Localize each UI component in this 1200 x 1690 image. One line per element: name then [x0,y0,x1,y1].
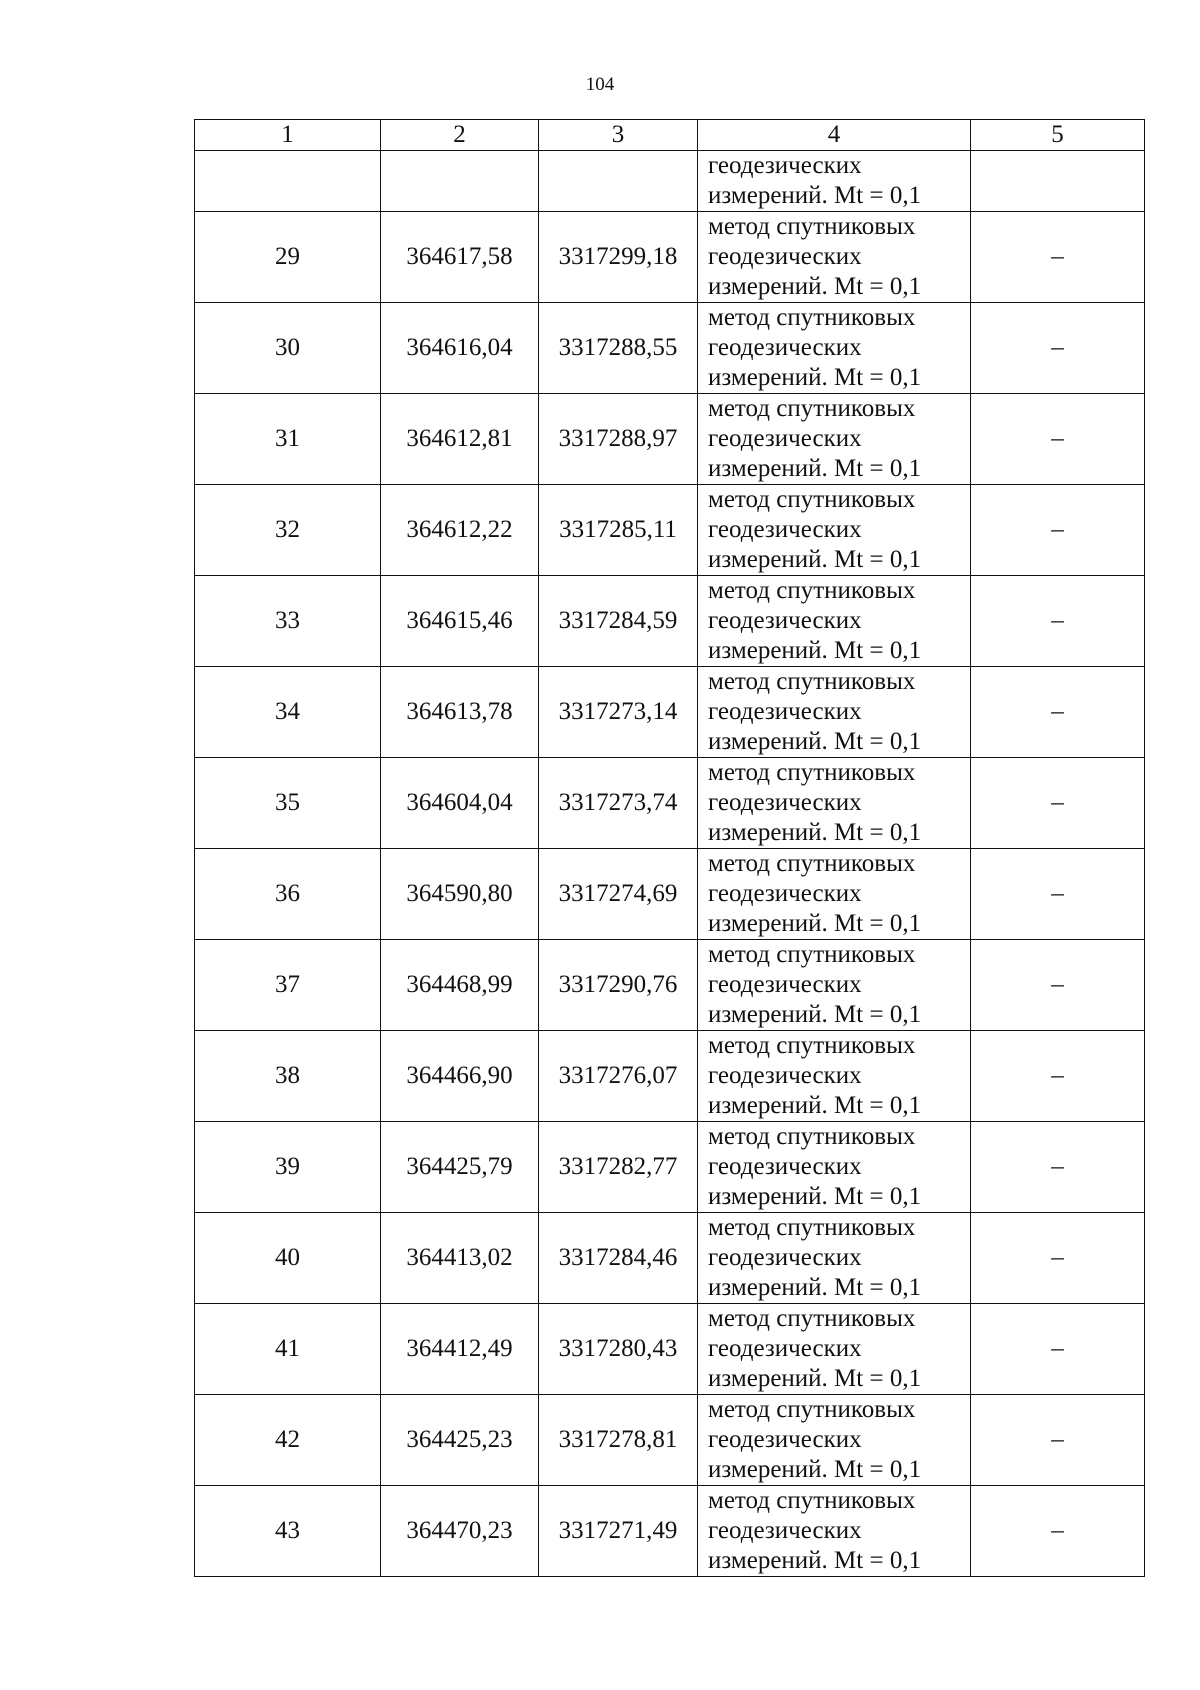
cell-method [698,849,971,940]
cell-x: 364413,02 [381,1213,539,1304]
method-line: измерений. Mt = 0,1 [708,1092,922,1119]
method-line: измерений. Mt = 0,1 [708,1274,922,1301]
cell-note: – [971,1304,1145,1395]
cell-note: – [971,576,1145,667]
cell-point: 30 [195,303,381,394]
method-line: геодезических [708,1426,862,1453]
cell-y: 3317299,18 [539,212,698,303]
method-line: измерений. Mt = 0,1 [708,1183,922,1210]
method-line: метод спутниковых [708,1305,916,1332]
cell-method [698,667,971,758]
cell-note: – [971,758,1145,849]
method-line: метод спутниковых [708,1487,916,1514]
cell-method [698,485,971,576]
cell-y: 3317282,77 [539,1122,698,1213]
coordinates-table [194,119,1145,1577]
method-line: измерений. Mt = 0,1 [708,273,922,300]
cell-y: 3317288,97 [539,394,698,485]
method-line: метод спутниковых [708,759,916,786]
method-line: геодезических [708,334,862,361]
method-line: измерений. Mt = 0,1 [708,910,922,937]
method-line: геодезических [708,516,862,543]
cell-method [698,1213,971,1304]
method-line: геодезических [708,607,862,634]
cell-x: 364425,23 [381,1395,539,1486]
cell-y: 3317284,46 [539,1213,698,1304]
cell-note: – [971,849,1145,940]
continuation-row [195,151,1145,212]
cell-method [698,303,971,394]
table-row [195,212,1145,303]
cell-y: 3317273,74 [539,758,698,849]
header-row [195,120,1145,151]
method-line: метод спутниковых [708,395,916,422]
method-line: метод спутниковых [708,304,916,331]
cell-x: 364470,23 [381,1486,539,1577]
cell-note: – [971,1031,1145,1122]
cell-y: 3317288,55 [539,303,698,394]
method-line: геодезических [708,971,862,998]
method-line: измерений. Mt = 0,1 [708,1001,922,1028]
cell-point: 43 [195,1486,381,1577]
cell-method [698,1122,971,1213]
cell-method [698,212,971,303]
cell-y: 3317274,69 [539,849,698,940]
method-line: метод спутниковых [708,213,916,240]
cell-y: 3317290,76 [539,940,698,1031]
method-line: метод спутниковых [708,1123,916,1150]
cell-point: 31 [195,394,381,485]
table-row [195,1213,1145,1304]
cell-note: – [971,1213,1145,1304]
method-line: геодезических [708,1335,862,1362]
table-row [195,849,1145,940]
cell-x: 364604,04 [381,758,539,849]
method-line: геодезических [708,1244,862,1271]
method-line: метод спутниковых [708,850,916,877]
method-line: геодезических [708,698,862,725]
cell-x: 364612,81 [381,394,539,485]
method-line: метод спутниковых [708,668,916,695]
method-line: измерений. Mt = 0,1 [708,1365,922,1392]
cell-note: – [971,940,1145,1031]
cell-note: – [971,303,1145,394]
cell-point: 32 [195,485,381,576]
cell-note: – [971,1486,1145,1577]
method-line: измерений. Mt = 0,1 [708,1547,922,1574]
method-line: измерений. Mt = 0,1 [708,1456,922,1483]
table-row [195,485,1145,576]
cell-point: 36 [195,849,381,940]
table-row [195,303,1145,394]
method-line: метод спутниковых [708,941,916,968]
cell-method [698,1304,971,1395]
method-line: геодезических [708,1153,862,1180]
cell-point: 33 [195,576,381,667]
cell-y [539,151,698,212]
cell-note [971,151,1145,212]
method-line: геодезических [708,880,862,907]
table-header [195,120,1145,151]
method-line: геодезических [708,789,862,816]
cell-point: 39 [195,1122,381,1213]
cell-method [698,1031,971,1122]
method-line: измерений. Mt = 0,1 [708,819,922,846]
cell-method [698,940,971,1031]
cell-note: – [971,212,1145,303]
cell-point: 35 [195,758,381,849]
cell-method [698,1395,971,1486]
cell-x: 364617,58 [381,212,539,303]
table-row [195,394,1145,485]
cell-note: – [971,667,1145,758]
cell-point: 38 [195,1031,381,1122]
method-line: геодезических [708,1517,862,1544]
cell-x: 364616,04 [381,303,539,394]
method-line: метод спутниковых [708,1214,916,1241]
page-number: 104 [585,74,615,95]
cell-point: 29 [195,212,381,303]
header-col-1: 1 [195,120,381,151]
cell-y: 3317280,43 [539,1304,698,1395]
cell-x [381,151,539,212]
cell-y: 3317284,59 [539,576,698,667]
method-line: измерений. Mt = 0,1 [708,455,922,482]
method-line: метод спутниковых [708,577,916,604]
cell-x: 364615,46 [381,576,539,667]
header-col-2: 2 [381,120,539,151]
cell-x: 364613,78 [381,667,539,758]
header-col-4: 4 [698,120,971,151]
cell-y: 3317273,14 [539,667,698,758]
method-line: геодезических [708,243,862,270]
cell-point [195,151,381,212]
table-row [195,758,1145,849]
method-line: метод спутниковых [708,1032,916,1059]
cell-x: 364612,22 [381,485,539,576]
method-line: измерений. Mt = 0,1 [708,728,922,755]
cell-y: 3317271,49 [539,1486,698,1577]
method-line: измерений. Mt = 0,1 [708,637,922,664]
cell-note: – [971,394,1145,485]
cell-method [698,394,971,485]
cell-note: – [971,485,1145,576]
header-col-5: 5 [971,120,1145,151]
table-row [195,1031,1145,1122]
table-row [195,1395,1145,1486]
cell-point: 42 [195,1395,381,1486]
method-line: измерений. Mt = 0,1 [708,182,922,209]
cell-note: – [971,1122,1145,1213]
method-line: метод спутниковых [708,1396,916,1423]
cell-method [698,1486,971,1577]
method-line: метод спутниковых [708,486,916,513]
cell-point: 34 [195,667,381,758]
table-row [195,667,1145,758]
method-line: геодезических [708,1062,862,1089]
method-line: геодезических [708,152,862,179]
cell-point: 37 [195,940,381,1031]
header-col-3: 3 [539,120,698,151]
cell-method [698,576,971,667]
table-row [195,1122,1145,1213]
method-line: измерений. Mt = 0,1 [708,364,922,391]
table-row [195,1486,1145,1577]
cell-x: 364412,49 [381,1304,539,1395]
table-body [195,151,1145,1577]
cell-y: 3317278,81 [539,1395,698,1486]
table-row [195,1304,1145,1395]
cell-x: 364590,80 [381,849,539,940]
cell-method [698,151,971,212]
cell-x: 364466,90 [381,1031,539,1122]
method-line: измерений. Mt = 0,1 [708,546,922,573]
cell-y: 3317285,11 [539,485,698,576]
cell-x: 364468,99 [381,940,539,1031]
cell-point: 41 [195,1304,381,1395]
method-line: геодезических [708,425,862,452]
cell-note: – [971,1395,1145,1486]
table-row [195,940,1145,1031]
cell-x: 364425,79 [381,1122,539,1213]
cell-point: 40 [195,1213,381,1304]
cell-y: 3317276,07 [539,1031,698,1122]
cell-method [698,758,971,849]
table-row [195,576,1145,667]
